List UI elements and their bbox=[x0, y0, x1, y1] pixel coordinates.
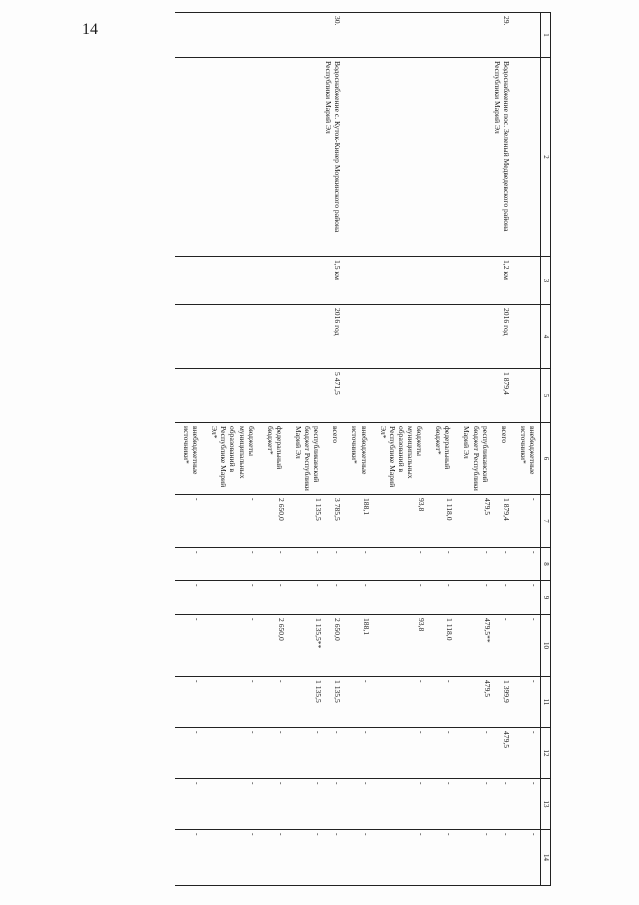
funding-source: бюджеты муниципальных образований в Республике Марий Эл* bbox=[203, 423, 259, 495]
value-cell: - bbox=[287, 779, 324, 830]
value-cell: - bbox=[287, 830, 324, 886]
value-cell: - bbox=[427, 830, 455, 886]
project-year: 2016 год bbox=[175, 305, 343, 369]
value-cell: - bbox=[203, 830, 259, 886]
value-cell: - bbox=[259, 548, 287, 581]
value-cell: - bbox=[175, 728, 203, 779]
value-cell: - bbox=[427, 779, 455, 830]
value-cell: 479,5 bbox=[493, 728, 512, 779]
value-cell: - bbox=[175, 581, 203, 615]
funding-source: всего bbox=[493, 423, 512, 495]
value-cell: 93,8 bbox=[372, 495, 428, 548]
value-cell: - bbox=[455, 779, 492, 830]
column-number-header: 12 bbox=[541, 728, 551, 779]
value-cell: - bbox=[455, 548, 492, 581]
value-cell: - bbox=[203, 581, 259, 615]
value-cell: 1 135,5 bbox=[287, 495, 324, 548]
value-cell: - bbox=[455, 581, 492, 615]
value-cell: 93,8 bbox=[372, 615, 428, 677]
column-number-header: 8 bbox=[541, 548, 551, 581]
value-cell: - bbox=[203, 677, 259, 728]
value-cell: - bbox=[455, 728, 492, 779]
funding-source: республиканский бюджет Республики Марий Эл bbox=[287, 423, 324, 495]
project-length: 1,5 км bbox=[175, 257, 343, 305]
value-cell: - bbox=[512, 779, 541, 830]
project-row bbox=[324, 13, 343, 886]
value-cell: - bbox=[343, 728, 371, 779]
column-number-header: 9 bbox=[541, 581, 551, 615]
value-cell: - bbox=[259, 779, 287, 830]
value-cell: - bbox=[512, 495, 541, 548]
value-cell: 479,5** bbox=[455, 615, 492, 677]
value-cell: 2 650,0 bbox=[324, 615, 343, 677]
value-cell: 2 650,0 bbox=[259, 615, 287, 677]
value-cell: - bbox=[372, 779, 428, 830]
value-cell: - bbox=[287, 581, 324, 615]
column-number-header: 14 bbox=[541, 830, 551, 886]
empty-cell bbox=[512, 305, 541, 369]
value-cell: - bbox=[287, 548, 324, 581]
value-cell: - bbox=[203, 495, 259, 548]
value-cell: - bbox=[512, 830, 541, 886]
value-cell: - bbox=[343, 830, 371, 886]
value-cell: - bbox=[512, 728, 541, 779]
empty-cell bbox=[512, 369, 541, 423]
funding-source: бюджеты муниципальных образований в Республике Марий Эл* bbox=[372, 423, 428, 495]
value-cell: - bbox=[427, 728, 455, 779]
value-cell: 479,5 bbox=[455, 677, 492, 728]
value-cell: - bbox=[324, 581, 343, 615]
value-cell: - bbox=[324, 830, 343, 886]
project-number: 30. bbox=[175, 13, 343, 58]
value-cell: - bbox=[493, 830, 512, 886]
column-number-header: 10 bbox=[541, 615, 551, 677]
value-cell: - bbox=[175, 677, 203, 728]
value-cell: - bbox=[203, 548, 259, 581]
value-cell: 1 399,9 bbox=[493, 677, 512, 728]
value-cell: - bbox=[455, 830, 492, 886]
value-cell: - bbox=[343, 677, 371, 728]
column-number-header: 11 bbox=[541, 677, 551, 728]
value-cell: 188,1 bbox=[343, 615, 371, 677]
value-cell: - bbox=[427, 548, 455, 581]
column-number-header: 2 bbox=[541, 58, 551, 257]
value-cell: - bbox=[259, 830, 287, 886]
value-cell: - bbox=[493, 581, 512, 615]
value-cell: 1 879,4 bbox=[493, 495, 512, 548]
column-number-header: 6 bbox=[541, 423, 551, 495]
funding-source: внебюджетные источники* bbox=[175, 423, 203, 495]
value-cell: - bbox=[203, 779, 259, 830]
value-cell: - bbox=[372, 581, 428, 615]
value-cell: - bbox=[324, 728, 343, 779]
empty-cell bbox=[512, 58, 541, 257]
funding-table bbox=[175, 12, 551, 886]
value-cell: - bbox=[372, 677, 428, 728]
value-cell: - bbox=[343, 581, 371, 615]
value-cell: - bbox=[259, 728, 287, 779]
value-cell: - bbox=[259, 677, 287, 728]
value-cell: - bbox=[512, 615, 541, 677]
value-cell: - bbox=[324, 548, 343, 581]
column-number-header: 1 bbox=[541, 13, 551, 58]
value-cell: - bbox=[287, 728, 324, 779]
value-cell: 1 135,5** bbox=[287, 615, 324, 677]
value-cell: - bbox=[175, 779, 203, 830]
value-cell: - bbox=[343, 779, 371, 830]
empty-cell bbox=[512, 257, 541, 305]
value-cell: - bbox=[203, 615, 259, 677]
value-cell: - bbox=[427, 677, 455, 728]
column-number-header: 13 bbox=[541, 779, 551, 830]
value-cell: - bbox=[427, 581, 455, 615]
empty-cell bbox=[512, 13, 541, 58]
project-year: 2016 год bbox=[343, 305, 511, 369]
value-cell: 1 118,0 bbox=[427, 495, 455, 548]
column-number-header: 5 bbox=[541, 369, 551, 423]
value-cell: 1 135,5 bbox=[324, 677, 343, 728]
value-cell: - bbox=[512, 581, 541, 615]
funding-source: внебюджетные источники* bbox=[512, 423, 541, 495]
value-cell: - bbox=[324, 779, 343, 830]
value-cell: 3 785,5 bbox=[324, 495, 343, 548]
value-cell: 1 135,5 bbox=[287, 677, 324, 728]
value-cell: - bbox=[259, 581, 287, 615]
value-cell: - bbox=[175, 548, 203, 581]
column-number-header: 3 bbox=[541, 257, 551, 305]
page-number: 14 bbox=[82, 21, 98, 38]
project-row bbox=[493, 13, 512, 886]
value-cell: - bbox=[175, 830, 203, 886]
value-cell: - bbox=[175, 495, 203, 548]
value-cell: - bbox=[203, 728, 259, 779]
project-name: Водоснабжение с. Куток-Кинер Моркинского района Республики Марий Эл bbox=[175, 58, 343, 257]
value-cell: - bbox=[372, 830, 428, 886]
funding-source: федеральный бюджет* bbox=[259, 423, 287, 495]
funding-source: внебюджетные источники* bbox=[343, 423, 371, 495]
project-total: 1 879,4 bbox=[343, 369, 511, 423]
funding-source: республиканский бюджет Республики Марий Эл bbox=[455, 423, 492, 495]
project-length: 1,2 км bbox=[343, 257, 511, 305]
value-cell: 188,1 bbox=[343, 495, 371, 548]
column-number-header: 7 bbox=[541, 495, 551, 548]
value-cell: - bbox=[372, 548, 428, 581]
project-name: Водоснабжение пос. Зеленый Медведевского района Республики Марий Эл bbox=[343, 58, 511, 257]
project-number: 29. bbox=[343, 13, 511, 58]
value-cell: - bbox=[372, 728, 428, 779]
value-cell: - bbox=[512, 677, 541, 728]
funding-source: федеральный бюджет* bbox=[427, 423, 455, 495]
value-cell: 1 118,0 bbox=[427, 615, 455, 677]
value-cell: - bbox=[493, 548, 512, 581]
value-cell: 479,5 bbox=[455, 495, 492, 548]
continuation-row bbox=[512, 13, 541, 886]
value-cell: - bbox=[175, 615, 203, 677]
rotated-table-container bbox=[45, 12, 551, 861]
value-cell: - bbox=[493, 615, 512, 677]
project-total: 5 471,5 bbox=[175, 369, 343, 423]
value-cell: 2 650,0 bbox=[259, 495, 287, 548]
column-number-header: 4 bbox=[541, 305, 551, 369]
value-cell: - bbox=[512, 548, 541, 581]
value-cell: - bbox=[493, 779, 512, 830]
column-number-row bbox=[541, 13, 551, 886]
value-cell: - bbox=[343, 548, 371, 581]
funding-source: всего bbox=[324, 423, 343, 495]
